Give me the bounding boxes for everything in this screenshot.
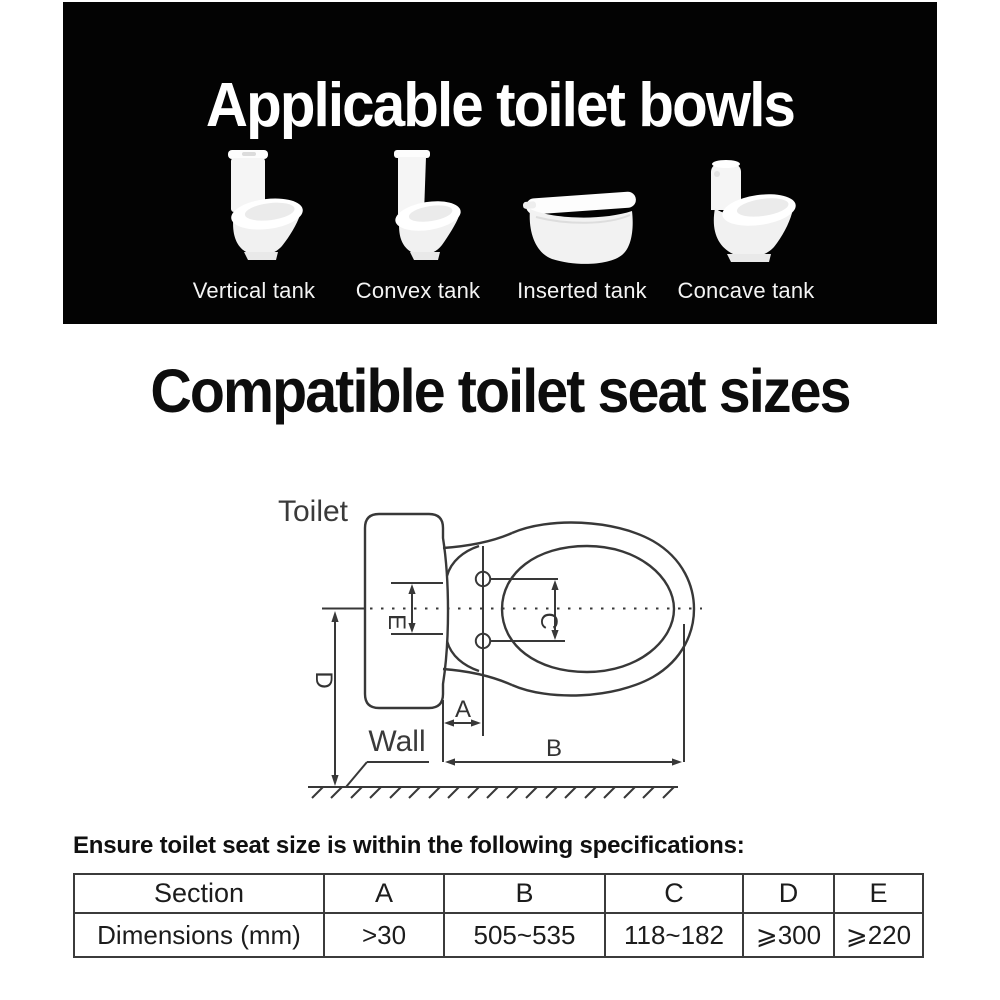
toilet-convex-tank-image <box>368 150 468 268</box>
applicable-bowls-panel <box>63 2 937 324</box>
bowl-row <box>63 136 937 304</box>
floor-hatching <box>312 787 674 798</box>
col-header-d: D <box>743 874 834 913</box>
bowl-label: Concave tank <box>677 278 815 303</box>
toilet-inserted-tank-image <box>522 183 642 268</box>
col-header-e: E <box>834 874 923 913</box>
mounting-holes <box>476 546 490 736</box>
bowl-figure-inserted-tank <box>500 136 664 304</box>
dimension-a <box>443 696 481 762</box>
dim-a-label: A <box>454 696 472 723</box>
value-d: ⩾300 <box>743 913 834 957</box>
bowl-label: Convex tank <box>355 278 481 303</box>
value-a: >30 <box>324 913 444 957</box>
col-header-b: B <box>444 874 605 913</box>
spec-table-data-row <box>74 913 923 957</box>
bowl-figure-vertical-tank <box>172 136 336 304</box>
spec-table <box>73 873 924 958</box>
bowl-label: Vertical tank <box>192 278 316 303</box>
bowl-figure-convex-tank <box>336 136 500 304</box>
col-header-c: C <box>605 874 743 913</box>
dim-c-label: C <box>535 612 562 630</box>
dim-d-label: D <box>310 671 337 689</box>
dimension-d <box>310 611 339 786</box>
value-c: 118~182 <box>605 913 743 957</box>
seat-size-diagram <box>0 460 1000 810</box>
dim-e-label: E <box>383 613 410 631</box>
row-label-dimensions: Dimensions (mm) <box>74 913 324 957</box>
col-header-section: Section <box>74 874 324 913</box>
value-b: 505~535 <box>444 913 605 957</box>
spec-intro-text: Ensure toilet seat size is within the following specifications: <box>73 832 745 859</box>
toilet-label: Toilet <box>277 495 349 528</box>
hero-title: Applicable toilet bowls <box>205 70 795 140</box>
dim-b-label: B <box>545 735 563 762</box>
tank-outline <box>365 514 448 708</box>
wall-label: Wall <box>368 725 426 758</box>
toilet-vertical-tank-image <box>204 150 304 268</box>
wall-and-floor <box>308 762 678 798</box>
col-header-a: A <box>324 874 444 913</box>
seat-sizes-title: Compatible toilet seat sizes <box>150 357 850 425</box>
bowl-figure-concave-tank <box>664 136 828 304</box>
value-e: ⩾220 <box>834 913 923 957</box>
toilet-concave-tank-image <box>689 150 804 268</box>
bowl-label: Inserted tank <box>517 278 647 303</box>
spec-table-header-row <box>74 874 923 913</box>
